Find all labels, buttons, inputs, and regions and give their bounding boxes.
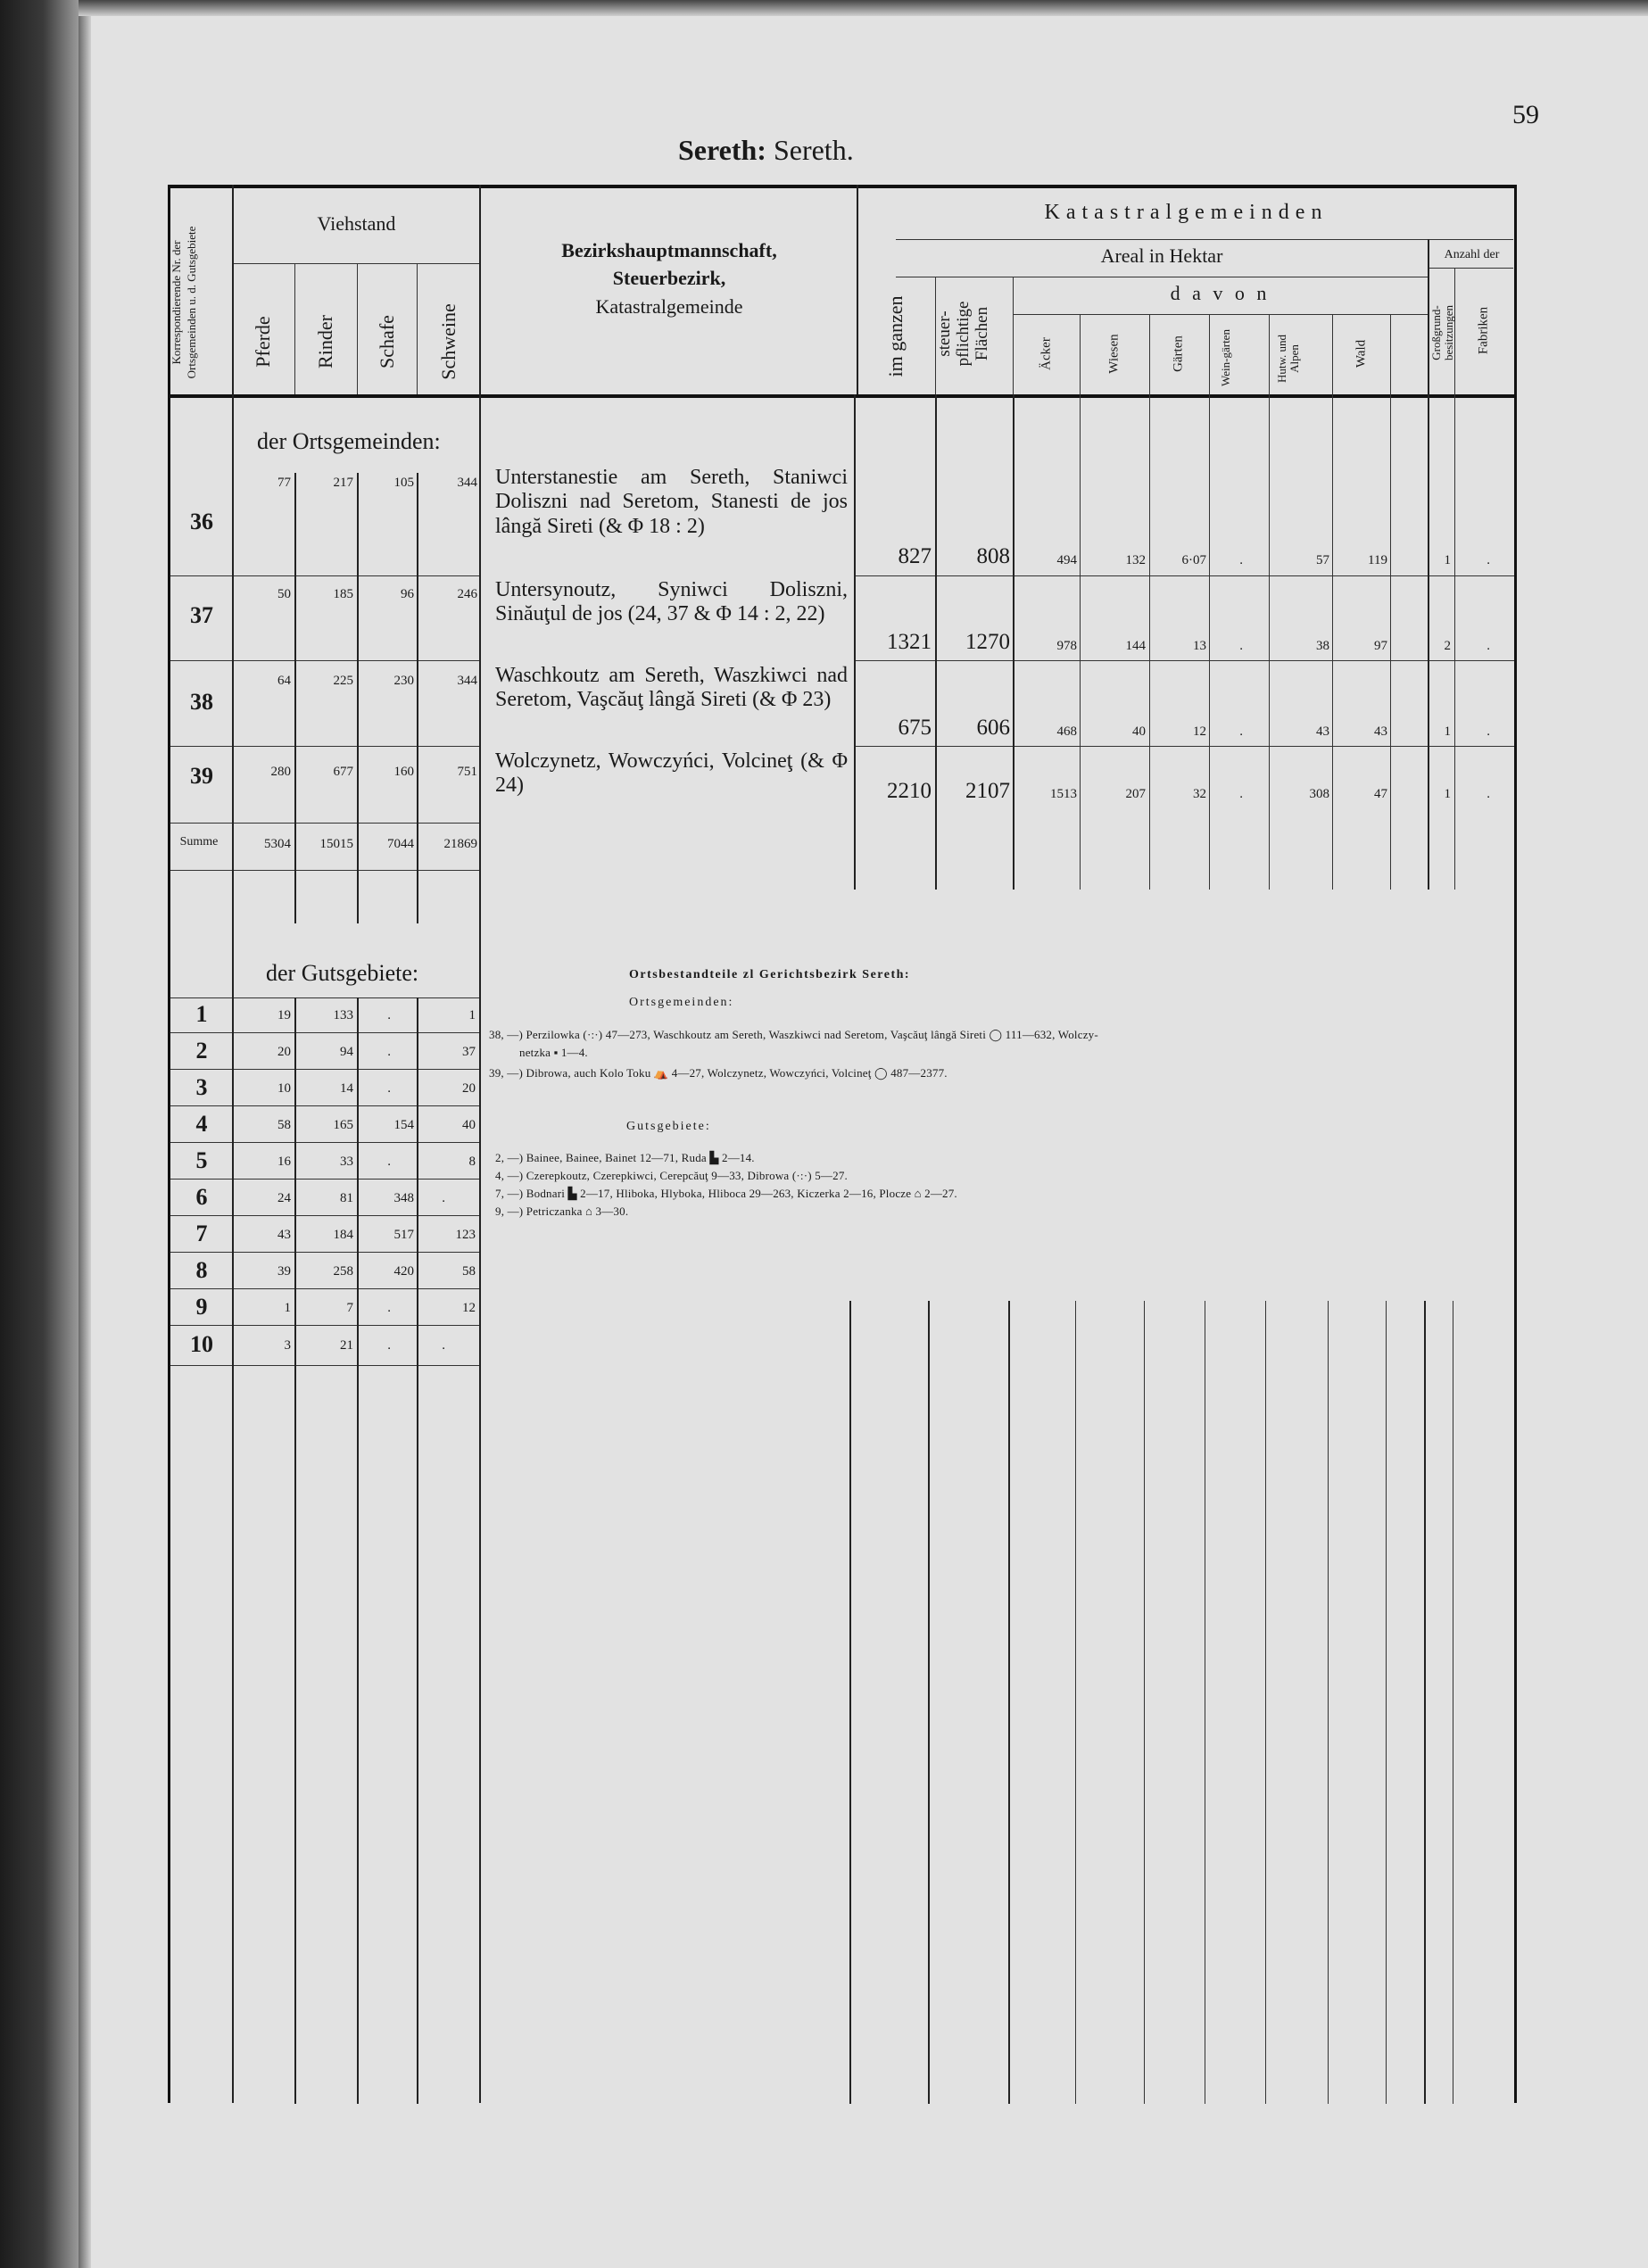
cell-schafe: 160 xyxy=(393,765,414,779)
cell-rinder: 7 xyxy=(346,1301,353,1315)
row-number: 6 xyxy=(195,1184,208,1210)
cell-rinder: 185 xyxy=(333,587,353,601)
header-schafe: Schafe xyxy=(376,315,398,368)
cell-im-ganzen: 2210 xyxy=(887,779,932,803)
cell-pferde: 19 xyxy=(277,1008,291,1022)
row-number: 37 xyxy=(190,602,213,628)
row-number: 38 xyxy=(190,689,213,715)
cell-schafe: . xyxy=(387,1008,391,1022)
cell-schafe: 517 xyxy=(393,1228,414,1242)
cell-schafe: . xyxy=(387,1081,391,1096)
cell-wald: 97 xyxy=(1374,639,1387,653)
header-bezirk: Bezirkshauptmannschaft, Steuerbezirk, Katastralgemeinde xyxy=(561,239,777,318)
cell-im-ganzen: 675 xyxy=(898,716,932,740)
cell-schweine: 123 xyxy=(455,1228,476,1242)
cell-pferde: 16 xyxy=(277,1155,291,1169)
cell-im-ganzen: 1321 xyxy=(887,630,932,654)
row-number: 7 xyxy=(195,1221,208,1246)
cell-fabriken: . xyxy=(1487,639,1490,653)
cell-schafe: . xyxy=(387,1301,391,1315)
header-rinder: Rinder xyxy=(314,315,336,368)
row-number: 9 xyxy=(195,1294,208,1320)
header-weingaerten: Wein-gärten xyxy=(1219,329,1232,386)
header-gaerten: Gärten xyxy=(1171,335,1186,372)
cell-schweine: 40 xyxy=(462,1118,476,1132)
cell-weingaerten: . xyxy=(1239,724,1243,739)
header-wald: Wald xyxy=(1354,339,1369,368)
cell-rinder: 94 xyxy=(340,1045,353,1059)
summe-schweine: 21869 xyxy=(443,837,477,851)
cell-grossgrund: 1 xyxy=(1444,724,1451,739)
notes-orts-head: Ortsgemeinden: xyxy=(629,996,734,1009)
cell-pferde: 50 xyxy=(277,587,291,601)
cell-wiesen: 40 xyxy=(1132,724,1146,739)
cell-wald: 43 xyxy=(1374,724,1387,739)
header-anzahl: Anzahl der xyxy=(1444,248,1500,261)
section-ortsgemeinden: der Ortsgemeinden: xyxy=(257,428,441,454)
cell-pferde: 24 xyxy=(277,1191,291,1205)
note-line: netzka ▪ 1—4. xyxy=(519,1046,588,1059)
notes-title: Ortsbestandteile zl Gerichtsbezirk Sereth: xyxy=(629,968,911,981)
cell-fabriken: . xyxy=(1487,724,1490,739)
cell-schweine: 12 xyxy=(462,1301,476,1315)
row-number: 4 xyxy=(195,1111,208,1137)
header-pferde: Pferde xyxy=(252,316,274,368)
cell-gaerten: 13 xyxy=(1193,639,1206,653)
gemeinde-name: Wolczynetz, Wowczyńci, Volcineţ (& Φ 24) xyxy=(495,749,848,798)
cell-pferde: 64 xyxy=(277,674,291,688)
note-line: 4, —) Czerepkoutz, Czerepkiwci, Cerepcăuţ 9—33, Dibrowa (·:·) 5—27. xyxy=(495,1169,848,1182)
cell-wald: 119 xyxy=(1368,553,1387,567)
cell-aecker: 494 xyxy=(1056,553,1077,567)
cell-schweine: 37 xyxy=(462,1045,476,1059)
cell-aecker: 1513 xyxy=(1050,787,1077,801)
cell-pferde: 280 xyxy=(270,765,291,779)
cell-pferde: 77 xyxy=(277,476,291,490)
cell-rinder: 258 xyxy=(333,1264,353,1279)
section-gutsgebiete: der Gutsgebiete: xyxy=(266,960,419,986)
cell-rinder: 81 xyxy=(340,1191,353,1205)
cell-schafe: 230 xyxy=(393,674,414,688)
summe-pferde: 5304 xyxy=(264,837,291,851)
cell-schafe: . xyxy=(387,1045,391,1059)
cell-wald: 47 xyxy=(1374,787,1387,801)
cell-schweine: 1 xyxy=(468,1008,476,1022)
header-fabriken: Fabriken xyxy=(1476,306,1491,355)
header-wiesen: Wiesen xyxy=(1106,334,1122,374)
cell-gaerten: 6·07 xyxy=(1181,553,1206,567)
page-number: 59 xyxy=(1512,100,1539,129)
note-line: 39, —) Dibrowa, auch Kolo Toku ⛺ 4—27, Wolczynetz, Wowczyńci, Volcineţ ◯ 487—2377. xyxy=(489,1066,948,1080)
cell-schafe: . xyxy=(387,1338,391,1353)
cell-pferde: 20 xyxy=(277,1045,291,1059)
cell-grossgrund: 1 xyxy=(1444,553,1451,567)
cell-gaerten: 32 xyxy=(1193,787,1206,801)
book-binding-shadow xyxy=(0,0,79,2268)
cell-pferde: 1 xyxy=(284,1301,291,1315)
page-top-shadow xyxy=(79,0,1648,16)
note-line: 9, —) Petriczanka ⌂ 3—30. xyxy=(495,1204,629,1218)
row-number: 10 xyxy=(190,1331,213,1357)
cell-steuer: 2107 xyxy=(965,779,1010,803)
cell-wiesen: 144 xyxy=(1125,639,1146,653)
running-head: Sereth: Sereth. xyxy=(678,134,854,166)
cell-schweine: 246 xyxy=(457,587,477,601)
header-areal: Areal in Hektar xyxy=(1100,244,1223,267)
header-katastral: Katastralgemeinden xyxy=(1044,201,1329,224)
row-number: 39 xyxy=(190,763,213,789)
cell-pferde: 58 xyxy=(277,1118,291,1132)
cell-rinder: 225 xyxy=(333,674,353,688)
row-number: 5 xyxy=(195,1147,208,1173)
row-number: 1 xyxy=(195,1001,208,1027)
cell-wiesen: 132 xyxy=(1125,553,1146,567)
cell-rinder: 14 xyxy=(340,1081,353,1096)
cell-schafe: . xyxy=(387,1155,391,1169)
header-davon: d a v o n xyxy=(1170,282,1271,304)
cell-schweine: 751 xyxy=(457,765,477,779)
gemeinde-name: Unterstanestie am Sereth, Staniwci Doliszni nad Seretom, Stanesti de jos lângă Sireti (& Φ 18 : 2) xyxy=(495,466,848,538)
cell-rinder: 133 xyxy=(333,1008,353,1022)
cell-fabriken: . xyxy=(1487,553,1490,567)
cell-pferde: 39 xyxy=(277,1264,291,1279)
note-line: 38, —) Perzilowka (·:·) 47—273, Waschkoutz am Sereth, Waszkiwci nad Seretom, Vaşcăuţ lângă Sireti ◯ 111—632, Wolczy- xyxy=(489,1028,1098,1041)
cell-grossgrund: 2 xyxy=(1444,639,1451,653)
page-edge-shadow xyxy=(79,0,91,2268)
cell-schafe: 96 xyxy=(401,587,414,601)
gemeinde-name: Untersynoutz, Syniwci Doliszni, Sinăuţul de jos (24, 37 & Φ 14 : 2, 22) xyxy=(495,578,848,626)
cell-rinder: 33 xyxy=(340,1155,353,1169)
header-nr: Korrespondierende Nr. der Ortsgemeinden u. d. Gutsgebiete xyxy=(170,226,198,379)
cell-steuer: 808 xyxy=(976,544,1010,568)
cell-steuer: 606 xyxy=(976,716,1010,740)
cell-weingaerten: . xyxy=(1239,639,1243,653)
row-number: 8 xyxy=(195,1257,208,1283)
cell-pferde: 3 xyxy=(284,1338,291,1353)
cell-gaerten: 12 xyxy=(1193,724,1206,739)
cell-schweine: . xyxy=(442,1338,445,1353)
cell-schweine: 8 xyxy=(468,1155,476,1169)
cell-rinder: 677 xyxy=(333,765,353,779)
header-steuerpflichtige: steuer-pflichtige Flächen xyxy=(935,301,991,367)
cell-rinder: 184 xyxy=(333,1228,353,1242)
summe-label: Summe xyxy=(179,835,219,848)
cell-schweine: 344 xyxy=(457,476,477,490)
header-schweine: Schweine xyxy=(437,303,460,380)
header-hutweiden: Hutw. und Alpen xyxy=(1275,334,1301,384)
cell-aecker: 468 xyxy=(1056,724,1077,739)
cell-hutweiden: 308 xyxy=(1309,787,1329,801)
header-aecker: Äcker xyxy=(1039,337,1054,370)
cell-hutweiden: 57 xyxy=(1316,553,1329,567)
cell-schafe: 154 xyxy=(393,1118,414,1132)
cell-weingaerten: . xyxy=(1239,553,1243,567)
cell-schweine: 20 xyxy=(462,1081,476,1096)
summe-rinder: 15015 xyxy=(319,837,353,851)
cell-steuer: 1270 xyxy=(965,630,1010,654)
cell-rinder: 165 xyxy=(333,1118,353,1132)
cell-wiesen: 207 xyxy=(1125,787,1146,801)
cell-rinder: 217 xyxy=(333,476,353,490)
note-line: 7, —) Bodnari ▙ 2—17, Hliboka, Hlyboka, Hliboca 29—263, Kiczerka 2—16, Plocze ⌂ 2—27. xyxy=(495,1187,957,1200)
cell-schweine: . xyxy=(442,1191,445,1205)
header-im-ganzen: im ganzen xyxy=(884,295,907,377)
header-grossgrund: Großgrund-besitzungen xyxy=(1429,304,1456,361)
cell-hutweiden: 43 xyxy=(1316,724,1329,739)
row-number: 3 xyxy=(195,1074,208,1100)
cell-schweine: 344 xyxy=(457,674,477,688)
cell-rinder: 21 xyxy=(340,1338,353,1353)
cell-aecker: 978 xyxy=(1056,639,1077,653)
cell-schafe: 420 xyxy=(393,1264,414,1279)
notes-guts-head: Gutsgebiete: xyxy=(626,1120,711,1133)
cell-schafe: 348 xyxy=(393,1191,414,1205)
cell-hutweiden: 38 xyxy=(1316,639,1329,653)
cell-im-ganzen: 827 xyxy=(898,544,932,568)
cell-pferde: 43 xyxy=(277,1228,291,1242)
header-viehstand: Viehstand xyxy=(317,212,396,235)
summe-schafe: 7044 xyxy=(387,837,414,851)
gemeinde-name: Waschkoutz am Sereth, Waszkiwci nad Seretom, Vaşcăuţ lângă Sireti (& Φ 23) xyxy=(495,664,848,712)
cell-schafe: 105 xyxy=(393,476,414,490)
note-line: 2, —) Bainee, Bainee, Bainet 12—71, Ruda ▙ 2—14. xyxy=(495,1151,755,1164)
cell-pferde: 10 xyxy=(277,1081,291,1096)
cell-grossgrund: 1 xyxy=(1444,787,1451,801)
cell-schweine: 58 xyxy=(462,1264,476,1279)
cell-weingaerten: . xyxy=(1239,787,1243,801)
row-number: 36 xyxy=(190,509,213,534)
cell-fabriken: . xyxy=(1487,787,1490,801)
row-number: 2 xyxy=(195,1038,208,1064)
